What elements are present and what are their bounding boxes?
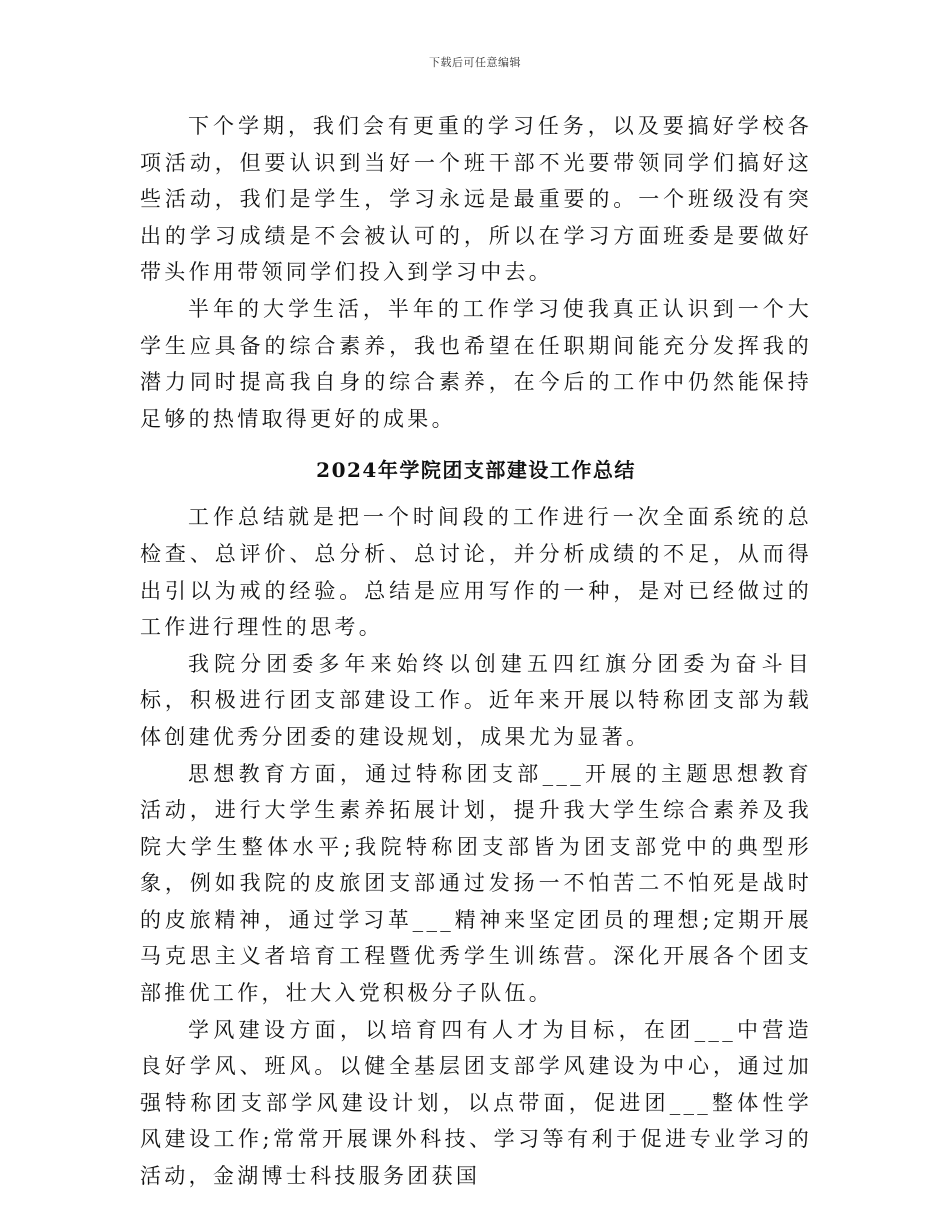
paragraph: 半年的大学生活，半年的工作学习使我真正认识到一个大学生应具备的综合素养，我也希望在任职期间能充分发挥我的潜力同时提高我自身的综合素养，在今后的工作中仍然能保持足够的热情取得更好的成果。: [140, 296, 812, 431]
paragraph: 工作总结就是把一个时间段的工作进行一次全面系统的总检查、总评价、总分析、总讨论，并分析成绩的不足，从而得出引以为戒的经验。总结是应用写作的一种，是对已经做过的工作进行理性的思考。: [140, 505, 812, 640]
paragraph: 我院分团委多年来始终以创建五四红旗分团委为奋斗目标，积极进行团支部建设工作。近年来开展以特称团支部为载体创建优秀分团委的建设规划，成果尤为显著。: [140, 651, 812, 749]
section-title: 2024年学院团支部建设工作总结: [316, 458, 636, 483]
page-header: 下载后可任意编辑: [429, 56, 521, 69]
paragraph: 下个学期，我们会有更重的学习任务，以及要搞好学校各项活动，但要认识到当好一个班干部不光要带领同学们搞好这些活动，我们是学生，学习永远是最重要的。一个班级没有突出的学习成绩是不会被认可的，所以在学习方面班委是要做好带头作用带领同学们投入到学习中去。: [140, 114, 812, 285]
document-body: [140, 108, 812, 1195]
paragraph: 学风建设方面，以培育四有人才为目标，在团___中营造良好学风、班风。以健全基层团支部学风建设为中心，通过加强特称团支部学风建设计划，以点带面，促进团___整体性学风建设工作;常常开展课外科技、学习等有利于促进专业学习的活动，金湖博士科技服务团获国: [140, 1017, 812, 1189]
paragraph: 思想教育方面，通过特称团支部___开展的主题思想教育活动，进行大学生素养拓展计划，提升我大学生综合素养及我院大学生整体水平;我院特称团支部皆为团支部党中的典型形象，例如我院的皮旅团支部通过发扬一不怕苦二不怕死是战时的皮旅精神，通过学习革___精神来坚定团员的理想;定期开展马克思主义者培育工程暨优秀学生训练营。深化开展各个团支部推优工作，壮大入党积极分子队伍。: [140, 761, 812, 1006]
